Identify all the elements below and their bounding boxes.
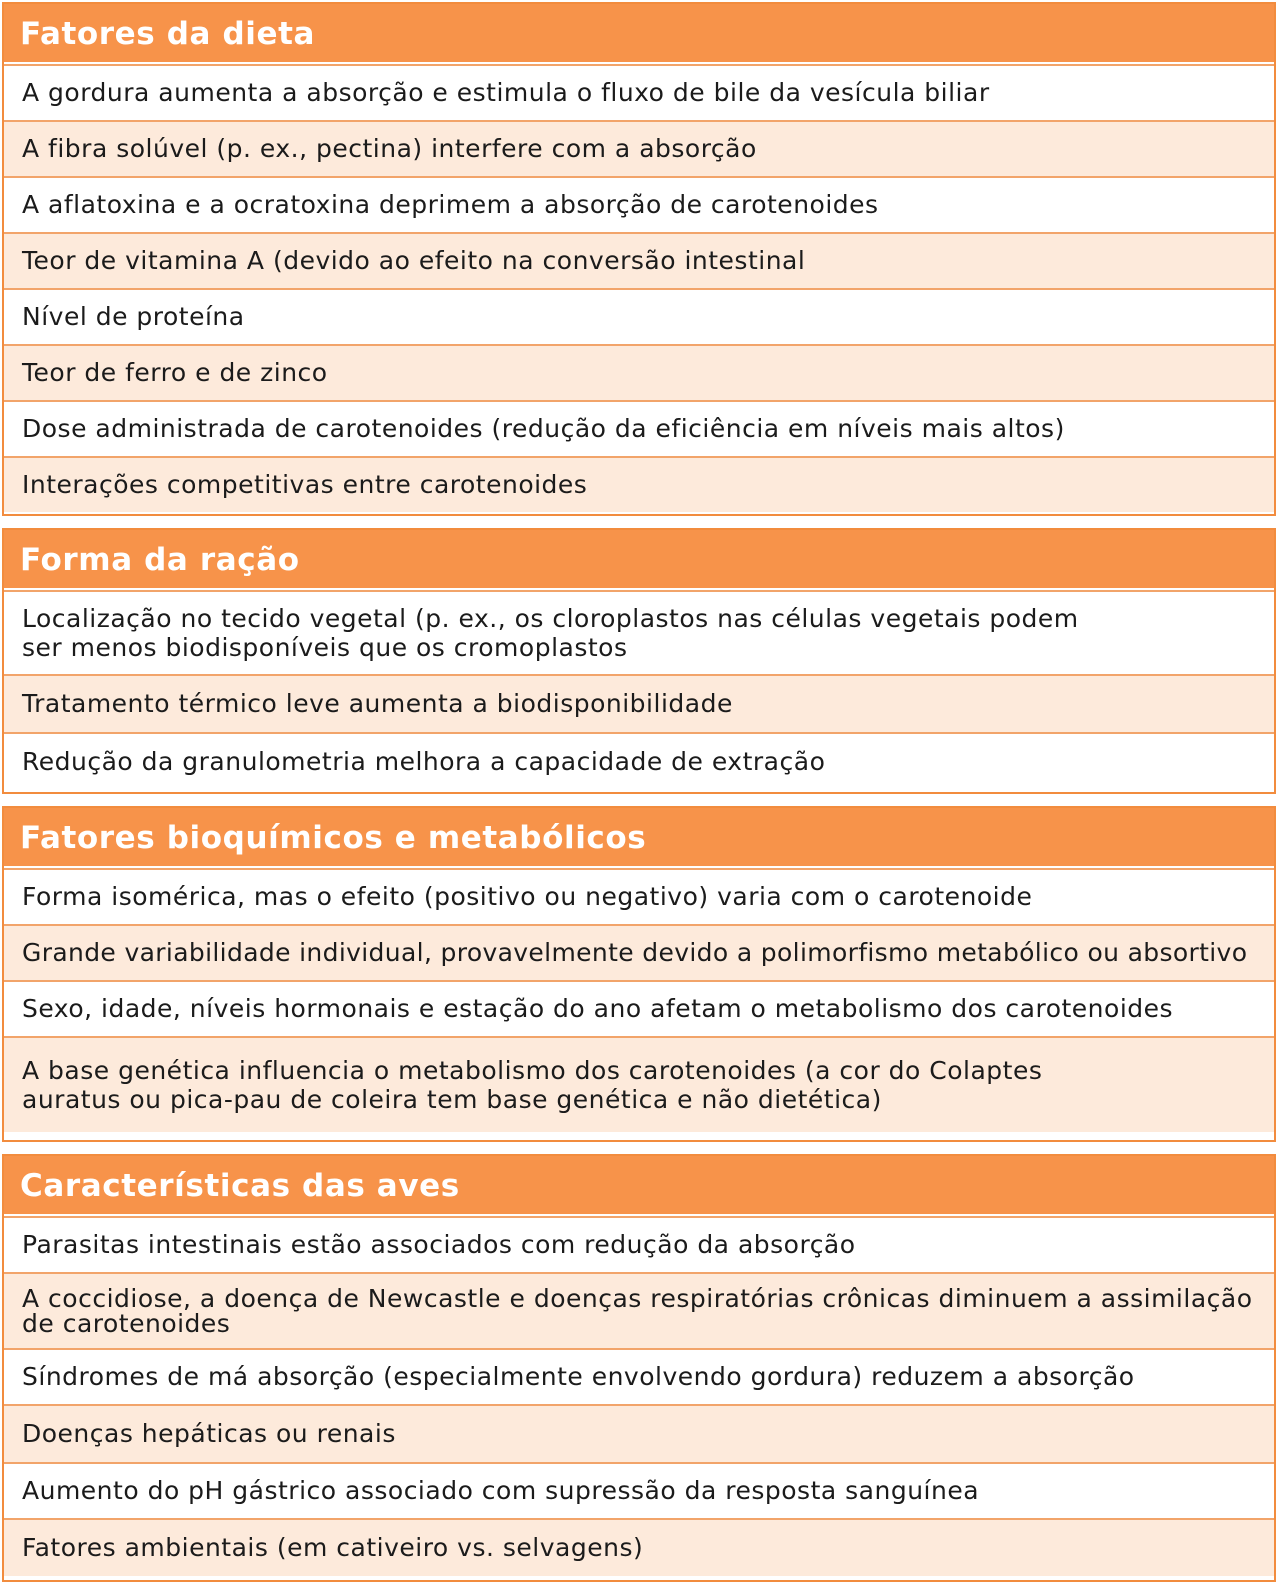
- table-row: Síndromes de má absorção (especialmente envolvendo gordura) reduzem a absorção: [4, 1348, 1274, 1404]
- table-row: Sexo, idade, níveis hormonais e estação do ano afetam o metabolismo dos carotenoides: [4, 980, 1274, 1036]
- table-row: Aumento do pH gástrico associado com supressão da resposta sanguínea: [4, 1462, 1274, 1518]
- table-row: Nível de proteína: [4, 288, 1274, 344]
- table-row: Fatores ambientais (em cativeiro vs. selvagens): [4, 1518, 1274, 1576]
- table-row: A coccidiose, a doença de Newcastle e doenças respiratórias crônicas diminuem a assimilação de carotenoides: [4, 1272, 1274, 1348]
- table-row: Interações competitivas entre carotenoides: [4, 456, 1274, 512]
- table-row: Forma isomérica, mas o efeito (positivo ou negativo) varia com o carotenoide: [4, 868, 1274, 924]
- section-bird-characteristics: [2, 1154, 1276, 1582]
- table-row: Localização no tecido vegetal (p. ex., os cloroplastos nas células vegetais podem ser menos biodisponíveis que os cromoplastos: [4, 590, 1274, 674]
- table-row: A gordura aumenta a absorção e estimula o fluxo de bile da vesícula biliar: [4, 64, 1274, 120]
- section-ration-form: [2, 528, 1276, 794]
- section-biochemical-factors: [2, 806, 1276, 1142]
- section-title: Fatores da dieta: [4, 4, 1274, 64]
- table-row: A fibra solúvel (p. ex., pectina) interfere com a absorção: [4, 120, 1274, 176]
- table-row: Teor de vitamina A (devido ao efeito na conversão intestinal: [4, 232, 1274, 288]
- section-title: Características das aves: [4, 1156, 1274, 1216]
- section-title: Forma da ração: [4, 530, 1274, 590]
- table-row: Tratamento térmico leve aumenta a biodisponibilidade: [4, 674, 1274, 732]
- table-row: Dose administrada de carotenoides (redução da eficiência em níveis mais altos): [4, 400, 1274, 456]
- table-row: A aflatoxina e a ocratoxina deprimem a absorção de carotenoides: [4, 176, 1274, 232]
- section-title: Fatores bioquímicos e metabólicos: [4, 808, 1274, 868]
- table-row: Doenças hepáticas ou renais: [4, 1404, 1274, 1462]
- table-row: Parasitas intestinais estão associados com redução da absorção: [4, 1216, 1274, 1272]
- table-row: A base genética influencia o metabolismo dos carotenoides (a cor do Colaptes auratus ou pica-pau de coleira tem base genética e não dietética): [4, 1036, 1274, 1132]
- table-row: Teor de ferro e de zinco: [4, 344, 1274, 400]
- section-dietary-factors: [2, 2, 1276, 516]
- table-row: Grande variabilidade individual, provavelmente devido a polimorfismo metabólico ou absortivo: [4, 924, 1274, 980]
- table-row: Redução da granulometria melhora a capacidade de extração: [4, 732, 1274, 790]
